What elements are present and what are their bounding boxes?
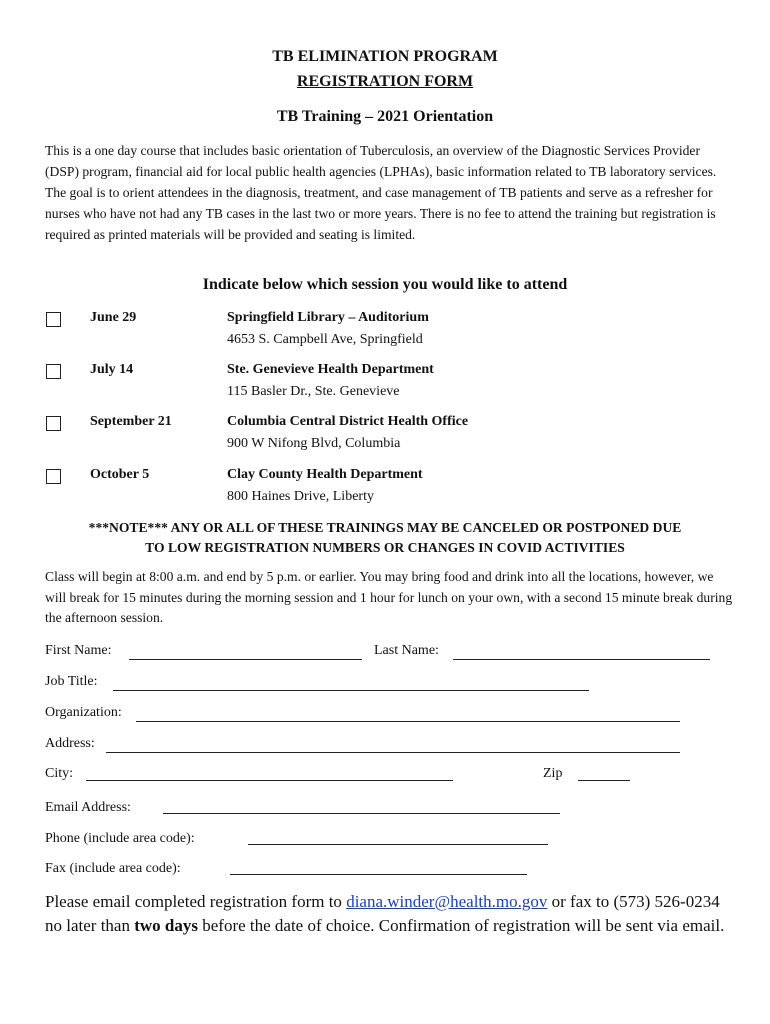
session-checkbox-june-29[interactable] — [46, 312, 61, 327]
session-row — [0, 362, 770, 412]
program-title: TB ELIMINATION PROGRAM — [272, 48, 498, 65]
sessions-heading: Indicate below which session you would like to attend — [202, 276, 568, 293]
session-address: 4653 S. Campbell Ave, Springfield — [227, 332, 423, 347]
session-checkbox-july-14[interactable] — [46, 364, 61, 379]
closing-instructions — [45, 890, 735, 937]
email-field[interactable] — [163, 797, 560, 814]
address-field[interactable] — [106, 736, 680, 753]
session-date: October 5 — [90, 467, 150, 482]
session-location: Clay County Health Department — [227, 467, 423, 482]
fax-label: Fax (include area code): — [45, 861, 181, 876]
note-line-2: TO LOW REGISTRATION NUMBERS OR CHANGES IN COVID ACTIVITIES — [145, 540, 625, 555]
closing-text-1: Please email completed registration form to — [45, 892, 347, 911]
form-title: REGISTRATION FORM — [296, 73, 474, 90]
deadline-emphasis: two days — [134, 915, 198, 935]
phone-field[interactable] — [248, 828, 548, 845]
email-link[interactable]: diana.winder@health.mo.gov — [346, 892, 548, 911]
session-location: Columbia Central District Health Office — [227, 414, 469, 429]
session-checkbox-october-5[interactable] — [46, 469, 61, 484]
last-name-label: Last Name: — [374, 643, 439, 658]
job-title-field[interactable] — [113, 674, 589, 691]
organization-field[interactable] — [136, 705, 680, 722]
fax-field[interactable] — [230, 858, 527, 875]
closing-text-3: before the date of choice. Confirmation of registration will be sent via email. — [197, 915, 725, 935]
zip-label: Zip — [543, 766, 563, 781]
city-field[interactable] — [86, 764, 453, 781]
session-location: Springfield Library – Auditorium — [227, 310, 429, 325]
organization-label: Organization: — [45, 705, 122, 720]
session-row — [0, 467, 770, 517]
session-date: July 14 — [90, 362, 134, 377]
training-subtitle: TB Training – 2021 Orientation — [276, 108, 494, 125]
last-name-field[interactable] — [453, 643, 710, 660]
email-label: Email Address: — [45, 800, 131, 815]
closing-text-2: or fax to (573) 526-0234 no later than — [45, 892, 720, 935]
city-label: City: — [45, 766, 74, 781]
session-date: September 21 — [90, 414, 172, 429]
first-name-label: First Name: — [45, 643, 112, 658]
class-info-paragraph: Class will begin at 8:00 a.m. and end by 5 p.m. or earlier. You may bring food and drink into all the locations, however, we will break for 15 minutes during the morning session and 1 hour for lunch on your own, with a second 15 minute break during the afternoon session. — [45, 569, 733, 625]
session-checkbox-september-21[interactable] — [46, 416, 61, 431]
phone-label: Phone (include area code): — [45, 831, 195, 846]
session-location: Ste. Genevieve Health Department — [227, 362, 434, 377]
session-address: 800 Haines Drive, Liberty — [227, 489, 374, 504]
cancellation-note — [40, 518, 730, 558]
first-name-field[interactable] — [129, 643, 362, 660]
job-title-label: Job Title: — [45, 674, 98, 689]
session-address: 900 W Nifong Blvd, Columbia — [227, 436, 401, 451]
session-date: June 29 — [90, 310, 137, 325]
address-label: Address: — [45, 736, 95, 751]
session-row — [0, 310, 770, 360]
intro-paragraph: This is a one day course that includes basic orientation of Tuberculosis, an overview of the Diagnostic Services Provider (DSP) program, financial aid for local public health agencies (LPHAs), basic information related to TB laboratory services. The goal is to orient attendees in the diagnosis, treatment, and case management of TB patients and serve as a refresher for nurses who have not had any TB cases in the last two or more years. There is no fee to attend the training but registration is required as printed materials will be provided and seating is limited. — [45, 143, 717, 242]
note-line-1: ***NOTE*** ANY OR ALL OF THESE TRAININGS MAY BE CANCELED OR POSTPONED DUE — [88, 520, 682, 535]
session-row — [0, 414, 770, 464]
zip-field[interactable] — [578, 764, 630, 781]
session-address: 115 Basler Dr., Ste. Genevieve — [227, 384, 400, 399]
